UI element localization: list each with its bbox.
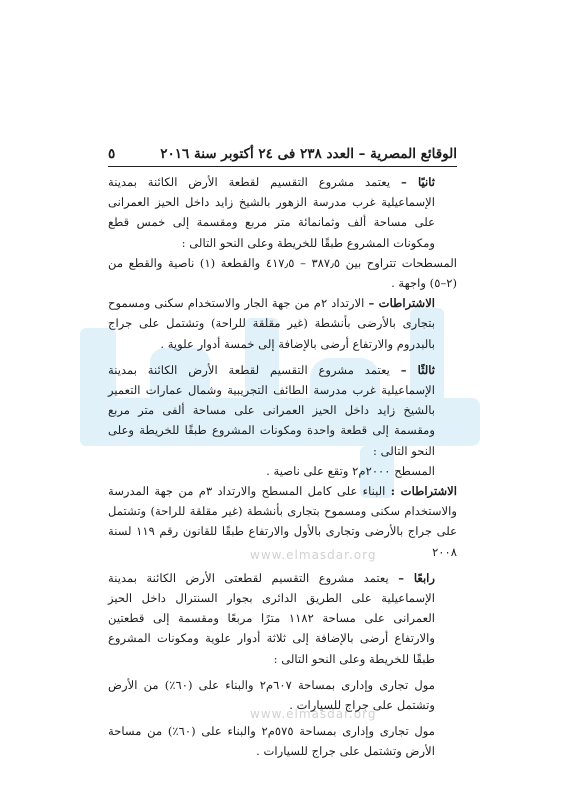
watermark-url: www.elmasdar.org — [250, 707, 377, 721]
section-text: يعتمد مشروع التقسيم لقطعة الأرض الكائنة بمدينة الإسماعيلية غرب مدرسة الطائف التجريبية وشمال عمارات التعمير بالشيخ زايد داخل الحيز العمرانى على مساحة ألفى متر مربع ومقسمة إلى قطعة واحدة ومكونات المشروع طبقًا للخريطة وعلى النحو التالى : — [108, 362, 435, 458]
conditions-text: الارتداد ٢م من جهة الجار والاستخدام سكنى ومسموح بتجارى بالأرضى بأنشطة (غير مقلقة للراحة) وتشتمل على جراج بالبدروم والارتفاع أرضى بالإضافة إلى خمسة أدوار علوية . — [108, 296, 435, 351]
section-text: يعتمد مشروع التقسيم لقطعتى الأرض الكائنة بمدينة الإسماعيلية على الطريق الدائرى بجوار السنترال داخل الحيز العمرانى على مساحة ١١٨٢ مترًا مربعًا ومقسمة إلى قطعتين والارتفاع أرضى بالإضافة إلى ثلاثة أدوار علوية ومكونات المشروع طبقًا للخريطة وعلى النحو التالى : — [108, 570, 435, 666]
conditions-paragraph — [108, 293, 457, 354]
section-paragraph — [108, 360, 457, 461]
header-rule — [108, 166, 457, 167]
section-paragraph — [108, 568, 457, 669]
page-number: ٥ — [108, 146, 116, 162]
document-body — [108, 172, 457, 762]
conditions-text: البناء على كامل المسطح والارتداد ٣م من جهة المدرسة والاستخدام سكنى ومسموح بتجارى بأنشطة (غير مقلقة للراحة) وتشتمل على جراج بالأرضى وتجارى بالأول والارتفاع طبقًا للقانون رقم ١١٩ لسنة ٢٠٠٨ — [108, 484, 457, 559]
section-paragraph — [108, 172, 457, 253]
page-header — [108, 136, 457, 162]
section-item: مول تجارى وإدارى بمساحة ٥٧٥م٢ والبناء على (٦٠٪) من مساحة الأرض وتشتمل على جراج للسيارات . — [108, 724, 435, 759]
section-lead: ثالثًا – — [400, 362, 436, 377]
section-item: المسطح ٢٠٠٠م٢ وتقع على ناصية . — [266, 463, 435, 478]
section-lead: رابعًا – — [398, 570, 435, 585]
section-text: يعتمد مشروع التقسيم لقطعة الأرض الكائنة بمدينة الإسماعيلية غرب مدرسة الزهور بالشيخ زايد داخل الحيز العمرانى على مساحة ألف وثمانمائة متر مربع ومقسمة إلى خمس قطع ومكونات المشروع طبقًا للخريطة وعلى النحو التالى : — [108, 175, 435, 250]
section-lead: ثانيًا – — [400, 175, 436, 189]
watermark-url: www.elmasdar.org — [250, 548, 377, 562]
conditions-label: الاشتراطات – — [368, 296, 436, 311]
conditions-paragraph — [108, 481, 457, 562]
section-item: مول تجارى وإدارى بمساحة ٦٠٧م٢ والبناء على (٦٠٪) من الأرض وتشتمل على جراج للسيارات . — [108, 677, 435, 713]
section-item: المسطحات تتراوح بين ٣٨٧٫٥ – ٤١٧٫٥ والقطعة (١) ناصية والقطع من (٢–٥) واجهة . — [108, 255, 457, 291]
gazette-title: الوقائع المصرية – العدد ٢٣٨ فى ٢٤ أكتوبر سنة ٢٠١٦ — [160, 146, 457, 162]
conditions-label: الاشتراطات : — [390, 484, 457, 499]
